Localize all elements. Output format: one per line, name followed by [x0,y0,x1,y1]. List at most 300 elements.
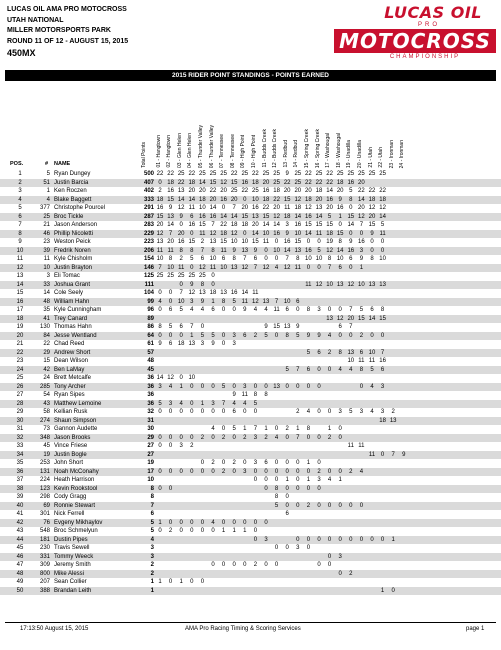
moto-points-cell: 0 [349,536,353,543]
moto-points-cell: 0 [327,409,332,415]
rider-name-cell: Ken Roczen [54,188,87,194]
moto-points-cell: 5 [264,332,268,339]
moto-points-cell: 0 [370,239,374,245]
moto-points-cell: 0 [349,502,353,509]
moto-points-cell: 20 [294,188,302,194]
moto-points-cell: 15 [315,222,323,228]
moto-points-cell: 0 [349,205,353,211]
moto-points-cell: 0 [338,468,342,475]
moto-points-cell: 16 [358,239,365,245]
moto-points-cell: 4 [190,307,194,313]
moto-points-cell: 10 [241,239,249,245]
moto-points-cell: 2 [168,528,173,534]
moto-points-cell: 15 [262,213,270,220]
moto-points-cell: 15 [347,213,355,220]
moto-points-cell: 5 [221,383,226,390]
moto-points-cell: 25 [358,171,365,177]
table-row [0,306,501,315]
position-cell: 32 [16,434,24,441]
position-cell: 40 [16,502,24,509]
moto-points-cell: 18 [156,196,164,203]
moto-points-cell: 0 [221,562,226,568]
moto-points-cell: 10 [305,256,312,262]
moto-points-cell: 2 [264,434,268,441]
position-cell: 23 [16,358,24,364]
moto-points-cell: 25 [177,171,185,177]
moto-points-cell: 22 [273,196,280,203]
moto-header [335,84,344,168]
table-row [0,391,501,400]
total-points-header [140,84,149,168]
moto-points-cell: 18 [241,222,249,228]
table-row [0,451,501,460]
table-row [0,315,501,324]
rider-number-cell: 54 [43,392,50,398]
moto-points-cell: 12 [177,205,185,211]
moto-points-cell: 0 [349,264,353,271]
total-points-cell: 223 [143,239,154,245]
rider-number-cell: 25 [43,213,50,220]
moto-points-cell: 22 [156,171,164,177]
moto-points-cell: 0 [190,230,194,237]
moto-points-cell: 4 [264,307,268,313]
moto-points-cell: 11 [273,307,280,313]
moto-points-cell: 9 [359,256,364,262]
position-cell: 8 [18,230,22,237]
moto-points-cell: 0 [359,502,364,509]
moto-points-cell: 22 [241,188,249,194]
moto-points-cell: 8 [327,256,332,262]
moto-header [208,84,217,168]
moto-points-cell: 0 [190,468,194,475]
moto-header [176,84,185,168]
moto-points-cell: 16 [252,205,259,211]
moto-points-cell: 2 [253,562,258,568]
moto-points-cell: 16 [188,222,196,228]
total-points-cell: 287 [143,213,154,220]
moto-points-cell: 0 [317,460,321,466]
moto-points-cell: 13 [220,290,227,296]
moto-points-cell: 20 [315,196,323,203]
moto-points-cell: 0 [158,290,162,296]
moto-points-cell: 11 [156,247,164,254]
moto-points-cell: 9 [232,247,236,254]
moto-points-cell: 8 [296,256,300,262]
moto-header-label: 19 - Unadilla [346,139,353,168]
rider-number-cell: 181 [39,536,50,543]
rider-name-cell: Tommy Weeck [54,553,94,560]
moto-points-cell: 4 [232,400,236,407]
moto-points-cell: 25 [220,171,227,177]
rider-name-cell: Kevin Rookstool [54,485,98,492]
moto-points-cell: 9 [243,307,247,313]
moto-points-cell: 0 [190,579,194,585]
moto-points-cell: 25 [294,171,302,177]
total-points-cell: 96 [147,307,154,313]
total-points-cell: 229 [143,230,154,237]
moto-points-cell: 25 [167,273,174,279]
moto-points-cell: 11 [241,392,248,398]
rider-name-cell: William Hahn [54,298,90,305]
rider-name-cell: Fredrik Noren [54,247,91,254]
moto-points-cell: 14 [358,196,365,203]
moto-points-cell: 1 [158,519,162,526]
moto-points-cell: 0 [221,332,226,339]
rider-name-cell: Justin Brayton [54,264,93,271]
moto-points-cell: 13 [230,264,238,271]
moto-points-cell: 7 [158,264,162,271]
moto-points-cell: 18 [326,230,333,237]
rider-number-cell: 33 [43,281,50,288]
total-points-cell: 86 [147,324,154,330]
position-cell: 27 [16,392,24,398]
moto-points-cell: 4 [338,366,342,373]
rider-number-cell: 51 [43,179,50,186]
rider-number-cell: 46 [43,230,50,237]
moto-points-cell: 16 [273,230,280,237]
moto-points-cell: 7 [200,247,205,254]
moto-points-cell: 3 [338,409,342,415]
moto-points-cell: 7 [349,307,353,313]
moto-points-cell: 8 [370,256,374,262]
header-line-2: UTAH NATIONAL [7,16,64,24]
moto-points-cell: 11 [188,205,195,211]
moto-points-cell: 12 [209,230,217,237]
rider-name-cell: Cole Seely [54,290,84,296]
moto-points-cell: 1 [243,426,247,432]
moto-points-cell: 3 [253,434,258,441]
moto-points-cell: 22 [283,179,291,186]
footer-divider [5,622,496,623]
moto-points-cell: 7 [253,426,258,432]
moto-points-cell: 4 [211,426,215,432]
moto-points-cell: 5 [349,409,353,415]
moto-points-cell: 15 [368,222,376,228]
total-points-cell: 99 [147,298,154,305]
position-cell: 35 [16,460,24,466]
num-header: # [45,161,49,167]
moto-points-cell: 0 [285,434,289,441]
moto-points-cell: 7 [296,434,300,441]
moto-points-cell: 0 [179,528,183,534]
moto-header [345,84,354,168]
moto-points-cell: 0 [285,468,289,475]
moto-points-cell: 0 [306,239,311,245]
moto-points-cell: 1 [296,426,300,432]
moto-header [197,84,206,168]
rider-name-cell: Kyle Chisholm [54,256,93,262]
moto-points-cell: 0 [296,477,300,483]
table-row [0,179,501,188]
moto-points-cell: 0 [179,434,183,441]
moto-points-cell: 0 [200,519,205,526]
moto-points-cell: 6 [285,307,289,313]
moto-points-cell: 8 [349,196,353,203]
position-cell: 29 [16,409,24,415]
moto-points-cell: 8 [338,239,342,245]
moto-points-cell: 22 [315,179,323,186]
moto-points-cell: 0 [370,332,374,339]
moto-points-cell: 0 [380,247,385,254]
moto-points-cell: 9 [190,281,194,288]
moto-points-cell: 0 [221,341,226,347]
moto-points-cell: 0 [306,536,311,543]
moto-points-cell: 0 [274,426,279,432]
moto-points-cell: 15 [199,222,206,228]
moto-points-cell: 2 [253,332,258,339]
moto-points-cell: 16 [209,213,217,220]
moto-points-cell: 6 [190,213,194,220]
moto-points-cell: 22 [188,171,196,177]
moto-points-cell: 25 [156,273,164,279]
moto-points-cell: 0 [168,434,173,441]
position-cell: 7 [18,222,22,228]
moto-points-cell: 6 [349,256,353,262]
moto-points-cell: 2 [296,409,300,415]
moto-points-cell: 3 [380,383,385,390]
position-cell: 21 [16,341,24,347]
moto-points-cell: 0 [349,230,353,237]
moto-points-cell: 20 [358,179,365,186]
rider-number-cell: 23 [43,239,50,245]
moto-points-cell: 20 [199,188,206,194]
moto-points-cell: 2 [179,256,183,262]
moto-points-cell: 0 [264,519,268,526]
table-row [0,170,501,179]
rider-name-cell: Justin Bogle [54,451,87,458]
rider-number-cell: 207 [39,579,50,585]
moto-points-cell: 1 [285,477,289,483]
moto-points-cell: 1 [232,528,236,534]
moto-points-cell: 4 [274,264,279,271]
table-row [0,519,501,528]
moto-points-cell: 1 [211,298,215,305]
moto-points-cell: 10 [156,256,164,262]
moto-points-cell: 15 [230,179,238,186]
standings-table [0,170,501,595]
total-points-cell: 2 [150,570,154,577]
total-points-cell: 30 [147,426,154,432]
rider-name-cell: Weston Peick [54,239,91,245]
moto-points-cell: 0 [285,485,289,492]
event-header [7,5,128,59]
moto-points-cell: 15 [220,239,227,245]
moto-points-cell: 0 [158,468,162,475]
moto-points-cell: 2 [221,434,226,441]
moto-points-cell: 6 [168,341,173,347]
moto-header-label: 01 - Hangtown [155,135,162,168]
rider-number-cell: 15 [43,358,50,364]
rider-name-cell: Evgeny Mikhaylov [54,519,103,526]
moto-points-cell: 0 [190,400,194,407]
rider-number-cell: 230 [39,545,50,551]
total-points-cell: 27 [147,443,154,449]
moto-points-cell: 22 [358,188,365,194]
moto-points-cell: 25 [252,188,259,194]
moto-points-cell: 0 [190,264,194,271]
moto-points-cell: 0 [306,545,311,551]
moto-points-cell: 7 [190,324,194,330]
moto-points-cell: 0 [264,477,268,483]
moto-points-cell: 20 [347,315,355,322]
moto-header [165,84,174,168]
moto-points-cell: 12 [220,179,227,186]
moto-points-cell: 2 [349,570,353,577]
moto-points-cell: 16 [283,239,291,245]
moto-points-cell: 11 [294,264,301,271]
rider-number-cell: 45 [43,443,50,449]
moto-points-cell: 15 [241,213,249,220]
moto-points-cell: 0 [200,383,205,390]
moto-points-cell: 4 [306,409,311,415]
moto-points-cell: 10 [252,196,259,203]
moto-points-cell: 15 [379,315,386,322]
rider-name-cell: Ronnie Stewart [54,502,96,509]
position-cell: 49 [16,579,24,585]
total-points-cell: 5 [150,528,154,534]
moto-points-cell: 4 [211,519,215,526]
moto-points-cell: 15 [252,239,259,245]
moto-points-cell: 4 [168,383,173,390]
moto-header-label: 08 - Tennessee [229,133,236,168]
moto-points-cell: 11 [199,230,206,237]
moto-header [367,84,376,168]
moto-points-cell: 0 [264,562,268,568]
moto-points-cell: 1 [158,579,162,585]
rider-number-cell: 309 [39,562,50,568]
moto-points-cell: 0 [168,485,173,492]
moto-header-label: 04 - Glen Helen [187,132,194,168]
moto-header-label: 13 - Redbud [282,140,289,168]
rider-number-cell: 548 [39,528,50,534]
moto-points-cell: 0 [158,307,162,313]
moto-points-cell: 7 [211,222,215,228]
rider-number-cell: 130 [39,324,50,330]
moto-points-cell: 8 [211,247,215,254]
moto-points-cell: 0 [232,383,236,390]
moto-points-cell: 15 [273,324,280,330]
rider-number-cell: 29 [43,349,50,356]
moto-points-cell: 6 [221,256,226,262]
moto-points-cell: 13 [294,247,302,254]
moto-points-cell: 5 [274,502,279,509]
total-points-cell: 154 [143,256,154,262]
moto-points-cell: 0 [190,409,194,415]
moto-points-cell: 6 [370,307,374,313]
moto-points-cell: 0 [380,239,385,245]
moto-points-cell: 22 [326,179,333,186]
moto-points-cell: 4 [200,307,205,313]
position-cell: 19 [16,324,24,330]
moto-points-cell: 1 [243,528,247,534]
moto-points-cell: 25 [177,273,185,279]
position-cell: 5 [18,205,22,211]
moto-points-cell: 11 [209,264,217,271]
position-cell: 13 [16,273,24,279]
position-cell: 43 [16,528,24,534]
moto-points-cell: 7 [243,256,247,262]
rider-number-cell: 43 [43,400,50,407]
moto-points-cell: 6 [380,366,385,373]
rider-name-cell: Andrew Short [54,349,91,356]
total-points-cell: 283 [143,222,154,228]
moto-points-cell: 16 [336,205,344,211]
moto-points-cell: 0 [380,536,385,543]
rider-name-cell: Justin Barcia [54,179,89,186]
moto-points-cell: 0 [359,536,364,543]
moto-points-cell: 13 [252,213,259,220]
moto-points-cell: 2 [317,468,321,475]
position-cell: 3 [18,188,22,194]
position-cell: 22 [16,349,24,356]
header-line-1: LUCAS OIL AMA PRO MOTOCROSS [7,6,127,13]
rider-number-cell: 331 [39,553,50,560]
moto-points-cell: 0 [338,536,342,543]
moto-points-cell: 9 [158,341,162,347]
moto-points-cell: 0 [179,332,183,339]
moto-points-cell: 9 [211,341,215,347]
moto-points-cell: 6 [232,409,236,415]
rider-name-cell: Thomas Hahn [54,324,92,330]
moto-points-cell: 14 [336,247,344,254]
moto-points-cell: 4 [370,383,374,390]
moto-header [271,84,280,168]
moto-points-cell: 0 [359,383,364,390]
moto-points-cell: 16 [167,188,174,194]
rider-number-cell: 69 [43,502,50,509]
moto-points-cell: 0 [168,443,173,449]
rider-name-cell: Kellian Rusk [54,409,88,415]
position-cell: 50 [16,587,24,594]
moto-points-cell: 6 [317,349,321,356]
moto-points-cell: 16 [262,188,270,194]
rider-name-cell: Jeremy Smith [54,562,91,568]
moto-points-cell: 4 [359,468,364,475]
rider-name-cell: Blake Baggett [54,196,92,203]
moto-points-cell: 0 [221,307,226,313]
table-row [0,264,501,273]
position-cell: 37 [16,477,24,483]
moto-header-label: 20 - Unadilla [357,139,363,168]
rider-number-cell: 224 [39,477,50,483]
moto-points-cell: 0 [359,230,364,237]
rider-name-cell: Brett Metcalfe [54,375,92,381]
moto-header-label: 16 - Spring Creek [314,128,321,168]
moto-points-cell: 2 [306,502,311,509]
moto-points-cell: 11 [347,443,354,449]
moto-points-cell: 0 [327,468,332,475]
moto-points-cell: 3 [380,409,385,415]
total-points-cell: 206 [143,247,154,254]
moto-points-cell: 0 [200,528,205,534]
moto-points-cell: 0 [306,264,311,271]
rider-name-cell: Jason Brooks [54,434,91,441]
moto-points-cell: 0 [306,468,311,475]
moto-points-cell: 18 [262,196,270,203]
moto-points-cell: 3 [158,383,162,390]
moto-points-cell: 8 [158,324,162,330]
moto-points-cell: 0 [296,468,300,475]
rider-number-cell: 3 [46,273,50,279]
moto-points-cell: 18 [188,179,196,186]
moto-points-cell: 5 [317,247,321,254]
moto-points-cell: 6 [211,307,215,313]
moto-points-cell: 12 [156,230,164,237]
total-points-cell: 27 [147,451,154,458]
moto-points-cell: 22 [262,205,270,211]
rider-name-cell: Kyle Cunningham [54,307,102,313]
position-cell: 11 [16,256,24,262]
